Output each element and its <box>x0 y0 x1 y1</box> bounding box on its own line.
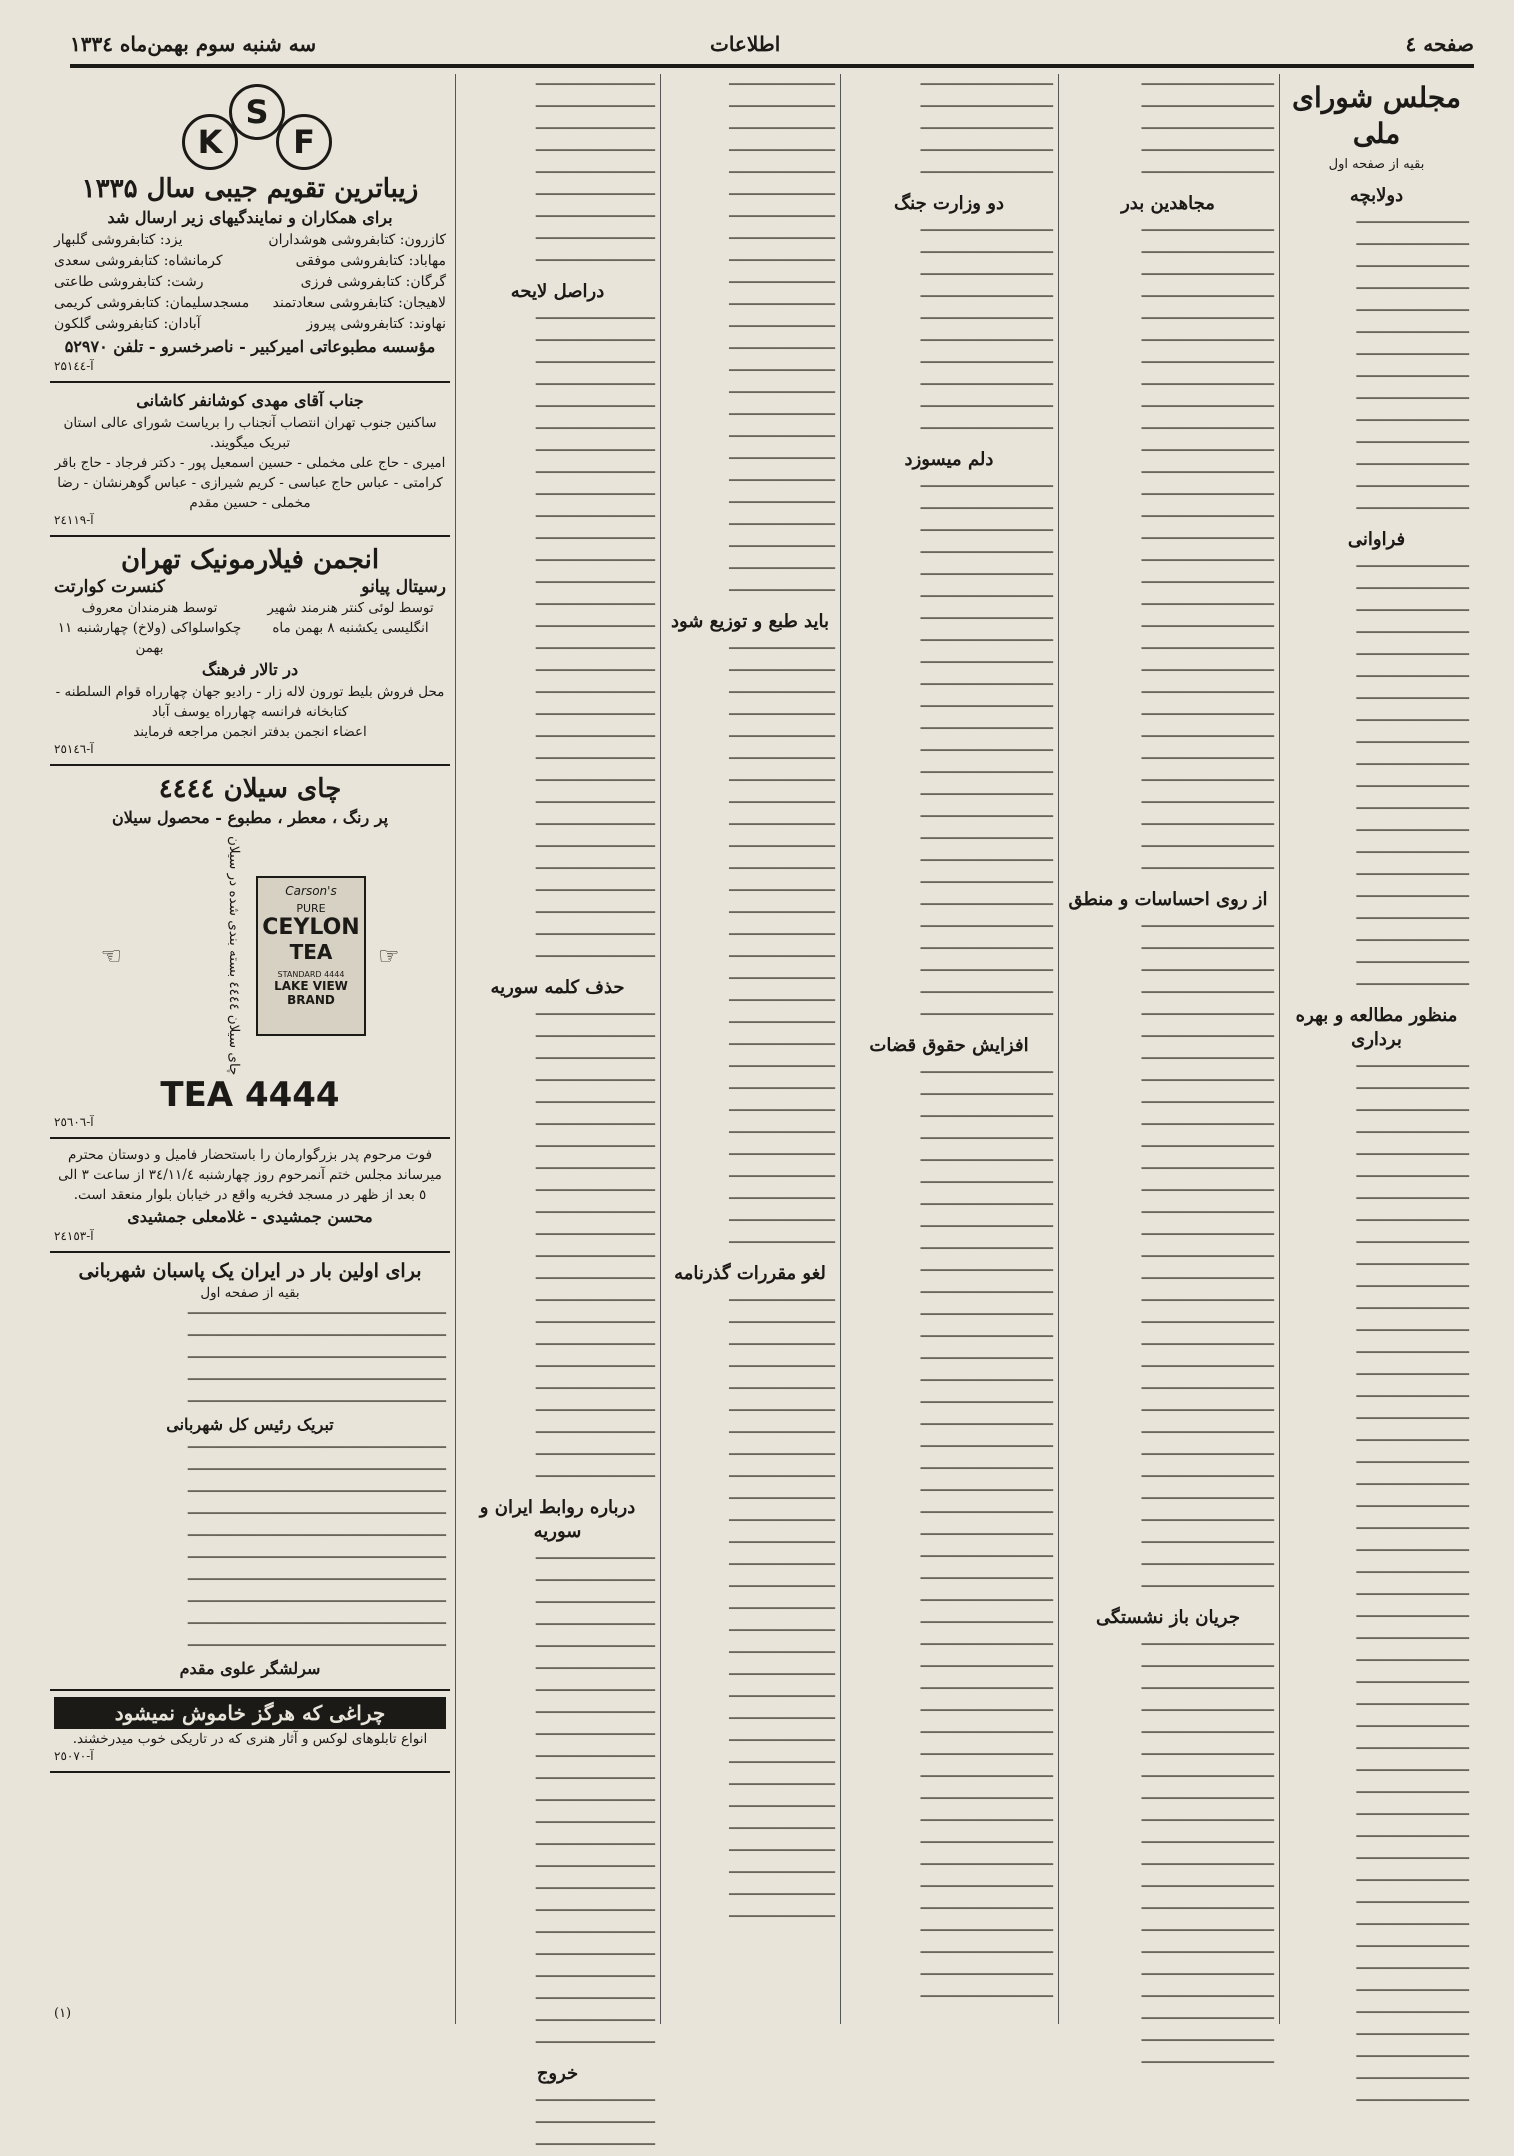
body-text-block: ━━━━━━━━━━━━━━━━━━━━━━━━━━━━━━━━━━━━━━━ ━━━━━━━━━━━━━━━━━━━━━━━━━━━━━━━━━━━━━━━ ━━━━━━━━━━━━━━━━━━━━━━━━━━━━━━━━━━━━━━━ ━━━━━━━━━━━━━━━━━━━━━━━━━━━━━━━━━━━━━━━ ━━━━━━━━━━━━━━━━━━━━━━━━━━━━━━━━━━━━━━━ ━━━━━━━━━━━━━━━━━━━━━━━━━━━━━━━━━━━━━━━ ━━━━━━━━━━━━━━━━━━━━━━━━━━━━━━━━━━━━━━━ ━━━━━━━━━━━━━━━━━━━━━━━━━━━━━━━━━━━━━━━ ━━━━━━━━━━━━━━━━━━━━━━━━━━━━━━━━━━━━━━━ ━━━━━━━━━━━━━━━━━━━━━━━━━━━━━━━━━━━━━━━ <box>187 1441 446 1653</box>
concert-details: توسط هنرمندان معروف چکواسلواکی (ولاخ) چهارشنبه ۱۱ بهمن <box>57 600 242 656</box>
article-column <box>460 74 655 2151</box>
members-note: اعضاء انجمن بدفتر انجمن مراجعه فرمایند <box>133 724 367 740</box>
body-text-block: ━━━━━━━━━━━━━━━━━━━━ ━━━━━━━━━━━━━━━━━━━━ ━━━━━━━━━━━━━━━━━━━━ ━━━━━━━━━━━━━━━━━━━━ ━━━━━━━━━━━━━━━━━━━━ <box>1141 78 1274 179</box>
section-subhead: منظور مطالعه و بهره برداری <box>1295 1005 1458 1050</box>
police-article-title: برای اولین بار در ایران یک پاسبان شهربانی <box>78 1260 422 1283</box>
body-text-block: ━━━━━━━━━━━━━━━━━━━━ ━━━━━━━━━━━━━━━━━━━━ ━━━━━━━━━━━━━━━━━━━━ ━━━━━━━━━━━━━━━━━━━━ ━━━━━━━━━━━━━━━━━━━━ ━━━━━━━━━━━━━━━━━━━━ ━━━━━━━━━━━━━━━━━━━━ ━━━━━━━━━━━━━━━━━━━━ ━━━━━━━━━━━━━━━━━━━━ ━━━━━━━━━━━━━━━━━━━━ ━━━━━━━━━━━━━━━━━━━━ ━━━━━━━━━━━━━━━━━━━━ ━━━━━━━━━━━━━━━━━━━━ ━━━━━━━━━━━━━━━━━━━━ ━━━━━━━━━━━━━━━━━━━━ ━━━━━━━━━━━━━━━━━━━━ ━━━━━━━━━━━━━━━━━━━━ ━━━━━━━━━━━━━━━━━━━━ ━━━━━━━━━━━━━━━━━━━━ ━━━━━━━━━━━━━━━━━━━━ ━━━━━━━━━━━━━━━━━━━━ ━━━━━━━━━━━━━━━━━━━━ ━━━━━━━━━━━━━━━━━━━━ ━━━━━━━━━━━━━━━━━━━━ ━━━━━━━━━━━━━━━━━━━━ ━━━━━━━━━━━━━━━━━━━━ ━━━━━━━━━━━━━━━━━━━━ ━━━━━━━━━━━━━━━━━━━━ ━━━━━━━━━━━━━━━━━━━━ ━━━━━━━━━━━━━━━━━━━━ <box>1141 224 1274 875</box>
agent-line: گرگان: کتابفروشی فرزی <box>300 274 446 290</box>
section-subhead: افزایش حقوق قضات <box>869 1035 1029 1056</box>
agent-line: مسجدسلیمان: کتابفروشی کریمی <box>54 295 250 311</box>
police-article-kicker: بقیه از صفحه اول <box>200 1285 300 1302</box>
column-divider <box>660 74 661 2024</box>
recital-details: توسط لوئی کنتر هنرمند شهیر انگلیسی یکشنبه ۸ بهمن ماه <box>267 600 434 636</box>
calendar-ad-footer: مؤسسه مطبوعاتی امیرکبیر - ناصرخسرو - تلفن ۵۲۹۷۰ <box>64 337 436 356</box>
pointing-hand-icon: ☜ <box>100 941 122 970</box>
section-subhead: حذف کلمه سوریه <box>490 977 625 998</box>
venue: در تالار فرهنگ <box>201 660 299 679</box>
section-subhead: درباره روابط ایران و سوریه <box>479 1497 636 1542</box>
section-subhead: دراصل لایحه <box>510 281 605 302</box>
issue-date: سه شنبه سوم بهمن‌ماه ۱۳۳٤ <box>70 32 317 56</box>
funeral-notice <box>50 1139 450 1253</box>
tea-big-number: TEA 4444 <box>160 1075 340 1116</box>
agent-line: آبادان: کتابفروشی گلکون <box>54 316 201 332</box>
tea-ad-title: چای سیلان ٤٤٤٤ <box>158 774 342 804</box>
tin-standard: STANDARD 4444 <box>277 969 345 979</box>
tin-ceylon: CEYLON <box>262 914 360 940</box>
article-column <box>845 74 1053 2024</box>
section-subhead: از روی احساسات و منطق <box>1068 889 1268 910</box>
lamp-ad-title: چراغی که هرگز خاموش نمیشود <box>54 1697 446 1729</box>
agent-line: نهاوند: کتابفروشی پیروز <box>306 316 446 332</box>
agent-line: یزد: کتابفروشی گلبهار <box>54 232 183 248</box>
section-subhead: فراوانی <box>1347 529 1406 550</box>
body-text-block: ━━━━━━━━━━━━━━━━━━━━ ━━━━━━━━━━━━━━━━━━━━ ━━━━━━━━━━━━━━━━━━━━ ━━━━━━━━━━━━━━━━━━━━ ━━━━━━━━━━━━━━━━━━━━ ━━━━━━━━━━━━━━━━━━━━ ━━━━━━━━━━━━━━━━━━━━ ━━━━━━━━━━━━━━━━━━━━ ━━━━━━━━━━━━━━━━━━━━ ━━━━━━━━━━━━━━━━━━━━ ━━━━━━━━━━━━━━━━━━━━ ━━━━━━━━━━━━━━━━━━━━ ━━━━━━━━━━━━━━━━━━━━ ━━━━━━━━━━━━━━━━━━━━ ━━━━━━━━━━━━━━━━━━━━ ━━━━━━━━━━━━━━━━━━━━ ━━━━━━━━━━━━━━━━━━━━ ━━━━━━━━━━━━━━━━━━━━ ━━━━━━━━━━━━━━━━━━━━ ━━━━━━━━━━━━━━━━━━━━ ━━━━━━━━━━━━━━━━━━━━ ━━━━━━━━━━━━━━━━━━━━ ━━━━━━━━━━━━━━━━━━━━ ━━━━━━━━━━━━━━━━━━━━ ━━━━━━━━━━━━━━━━━━━━ ━━━━━━━━━━━━━━━━━━━━ ━━━━━━━━━━━━━━━━━━━━ ━━━━━━━━━━━━━━━━━━━━ ━━━━━━━━━━━━━━━━━━━━ ━━━━━━━━━━━━━━━━━━━━ ━━━━━━━━━━━━━━━━━━━━ ━━━━━━━━━━━━━━━━━━━━ ━━━━━━━━━━━━━━━━━━━━ ━━━━━━━━━━━━━━━━━━━━ ━━━━━━━━━━━━━━━━━━━━ ━━━━━━━━━━━━━━━━━━━━ ━━━━━━━━━━━━━━━━━━━━ ━━━━━━━━━━━━━━━━━━━━ ━━━━━━━━━━━━━━━━━━━━ ━━━━━━━━━━━━━━━━━━━━ ━━━━━━━━━━━━━━━━━━━━ ━━━━━━━━━━━━━━━━━━━━ ━━━━━━━━━━━━━━━━━━━━ <box>920 1066 1053 2003</box>
body-text-block: ━━━━━━━━━━━━━━━━━ ━━━━━━━━━━━━━━━━━ ━━━━━━━━━━━━━━━━━ ━━━━━━━━━━━━━━━━━ ━━━━━━━━━━━━━━━━━ ━━━━━━━━━━━━━━━━━ ━━━━━━━━━━━━━━━━━ ━━━━━━━━━━━━━━━━━ ━━━━━━━━━━━━━━━━━ ━━━━━━━━━━━━━━━━━ ━━━━━━━━━━━━━━━━━ ━━━━━━━━━━━━━━━━━ ━━━━━━━━━━━━━━━━━ ━━━━━━━━━━━━━━━━━ ━━━━━━━━━━━━━━━━━ ━━━━━━━━━━━━━━━━━ ━━━━━━━━━━━━━━━━━ ━━━━━━━━━━━━━━━━━ ━━━━━━━━━━━━━━━━━ ━━━━━━━━━━━━━━━━━ <box>1356 560 1469 991</box>
agent-line: کرمانشاه: کتابفروشی سعدی <box>54 253 223 269</box>
paper-name: اطلاعات <box>710 32 781 56</box>
notice-body: ساکنین جنوب تهران انتصاب آنجناب را بریاست شورای عالی استان تبریک میگویند. <box>63 415 437 451</box>
section-subhead: دلم میسوزد <box>904 449 994 470</box>
ad-code: آ-۲٤۱۱۹ <box>54 513 94 527</box>
section-subhead: باید طبع و توزیع شود <box>670 611 830 632</box>
police-article-author: سرلشگر علوی مقدم <box>179 1659 321 1679</box>
body-text-block: ━━━━━━━━━━━━━━━━━ ━━━━━━━━━━━━━━━━━ ━━━━━━━━━━━━━━━━━ ━━━━━━━━━━━━━━━━━ ━━━━━━━━━━━━━━━━━ ━━━━━━━━━━━━━━━━━ ━━━━━━━━━━━━━━━━━ ━━━━━━━━━━━━━━━━━ ━━━━━━━━━━━━━━━━━ ━━━━━━━━━━━━━━━━━ ━━━━━━━━━━━━━━━━━ ━━━━━━━━━━━━━━━━━ ━━━━━━━━━━━━━━━━━ ━━━━━━━━━━━━━━━━━ <box>1356 216 1469 515</box>
pointing-hand-icon: ☞ <box>378 941 400 970</box>
tin-brand: Carson's <box>285 883 337 898</box>
recital-heading: رسیتال پیانو <box>361 577 446 597</box>
ad-code: آ-۲٤۱٥۳ <box>54 1229 94 1244</box>
calendar-ad-subtitle: برای همکاران و نمایندگیهای زیر ارسال شد <box>107 208 393 227</box>
column-divider <box>455 74 456 2024</box>
article-headline: مجلس شورای ملی <box>1292 81 1461 150</box>
body-text-block: ━━━━━━━━━━━━━━━━ ━━━━━━━━━━━━━━━━ ━━━━━━━━━━━━━━━━ ━━━━━━━━━━━━━━━━ ━━━━━━━━━━━━━━━━ ━━━━━━━━━━━━━━━━ ━━━━━━━━━━━━━━━━ ━━━━━━━━━━━━━━━━ ━━━━━━━━━━━━━━━━ ━━━━━━━━━━━━━━━━ ━━━━━━━━━━━━━━━━ ━━━━━━━━━━━━━━━━ ━━━━━━━━━━━━━━━━ ━━━━━━━━━━━━━━━━ ━━━━━━━━━━━━━━━━ ━━━━━━━━━━━━━━━━ ━━━━━━━━━━━━━━━━ ━━━━━━━━━━━━━━━━ ━━━━━━━━━━━━━━━━ ━━━━━━━━━━━━━━━━ ━━━━━━━━━━━━━━━━ ━━━━━━━━━━━━━━━━ ━━━━━━━━━━━━━━━━ ━━━━━━━━━━━━━━━━ <box>729 78 835 597</box>
ksf-logo <box>54 80 446 172</box>
ad-code: آ-۲٥٠٧٠ <box>54 1749 94 1764</box>
column-divider <box>1279 74 1280 2024</box>
page-number: صفحه ٤ <box>1405 32 1474 56</box>
body-text-block: ━━━━━━━━━━━━━━━━━━━━ ━━━━━━━━━━━━━━━━━━━━ ━━━━━━━━━━━━━━━━━━━━ ━━━━━━━━━━━━━━━━━━━━ ━━━━━━━━━━━━━━━━━━━━ ━━━━━━━━━━━━━━━━━━━━ ━━━━━━━━━━━━━━━━━━━━ ━━━━━━━━━━━━━━━━━━━━ ━━━━━━━━━━━━━━━━━━━━ ━━━━━━━━━━━━━━━━━━━━ ━━━━━━━━━━━━━━━━━━━━ ━━━━━━━━━━━━━━━━━━━━ ━━━━━━━━━━━━━━━━━━━━ ━━━━━━━━━━━━━━━━━━━━ ━━━━━━━━━━━━━━━━━━━━ ━━━━━━━━━━━━━━━━━━━━ ━━━━━━━━━━━━━━━━━━━━ ━━━━━━━━━━━━━━━━━━━━ ━━━━━━━━━━━━━━━━━━━━ ━━━━━━━━━━━━━━━━━━━━ <box>1141 1638 1274 2069</box>
body-text-block: ━━━━━━━━━━━━━━━━━ ━━━━━━━━━━━━━━━━━ ━━━━━━━━━━━━━━━━━ ━━━━━━━━━━━━━━━━━ ━━━━━━━━━━━━━━━━━ ━━━━━━━━━━━━━━━━━ ━━━━━━━━━━━━━━━━━ ━━━━━━━━━━━━━━━━━ ━━━━━━━━━━━━━━━━━ ━━━━━━━━━━━━━━━━━ ━━━━━━━━━━━━━━━━━ ━━━━━━━━━━━━━━━━━ ━━━━━━━━━━━━━━━━━ ━━━━━━━━━━━━━━━━━ ━━━━━━━━━━━━━━━━━ ━━━━━━━━━━━━━━━━━ ━━━━━━━━━━━━━━━━━ ━━━━━━━━━━━━━━━━━ ━━━━━━━━━━━━━━━━━ ━━━━━━━━━━━━━━━━━ ━━━━━━━━━━━━━━━━━ ━━━━━━━━━━━━━━━━━ ━━━━━━━━━━━━━━━━━ ━━━━━━━━━━━━━━━━━ ━━━━━━━━━━━━━━━━━ ━━━━━━━━━━━━━━━━━ ━━━━━━━━━━━━━━━━━ ━━━━━━━━━━━━━━━━━ ━━━━━━━━━━━━━━━━━ ━━━━━━━━━━━━━━━━━ ━━━━━━━━━━━━━━━━━ ━━━━━━━━━━━━━━━━━ ━━━━━━━━━━━━━━━━━ ━━━━━━━━━━━━━━━━━ ━━━━━━━━━━━━━━━━━ ━━━━━━━━━━━━━━━━━ ━━━━━━━━━━━━━━━━━ ━━━━━━━━━━━━━━━━━ ━━━━━━━━━━━━━━━━━ ━━━━━━━━━━━━━━━━━ ━━━━━━━━━━━━━━━━━ ━━━━━━━━━━━━━━━━━ ━━━━━━━━━━━━━━━━━ ━━━━━━━━━━━━━━━━━ ━━━━━━━━━━━━━━━━━ ━━━━━━━━━━━━━━━━━ ━━━━━━━━━━━━━━━━━ ━━━━━━━━━━━━━━━━━ <box>1356 1060 1469 2107</box>
lamp-ad <box>50 1691 450 1773</box>
agent-line: کازرون: کتابفروشی هوشداران <box>268 232 446 248</box>
tin-lake-view: LAKE VIEW BRAND <box>274 978 348 1007</box>
police-article-subhead: تبریک رئیس کل شهربانی <box>166 1415 334 1435</box>
police-article <box>50 1253 450 1691</box>
tea-ad-slogan: پر رنگ ، معطر ، مطبوع - محصول سیلان <box>111 808 389 827</box>
masthead <box>70 30 1474 64</box>
logo-letter-s: S <box>229 84 285 140</box>
article-column <box>1284 74 1469 2107</box>
tin-tea: TEA <box>289 939 333 964</box>
congratulation-notice <box>50 383 450 537</box>
calendar-ad-title: زیباترین تقویم جیبی سال ۱۳۳۵ <box>81 174 419 204</box>
philharmonic-ad <box>50 537 450 766</box>
body-text-block: ━━━━━━━━━━━━━━━━━━━━ ━━━━━━━━━━━━━━━━━━━━ ━━━━━━━━━━━━━━━━━━━━ ━━━━━━━━━━━━━━━━━━━━ ━━━━━━━━━━━━━━━━━━━━ ━━━━━━━━━━━━━━━━━━━━ ━━━━━━━━━━━━━━━━━━━━ ━━━━━━━━━━━━━━━━━━━━ ━━━━━━━━━━━━━━━━━━━━ ━━━━━━━━━━━━━━━━━━━━ ━━━━━━━━━━━━━━━━━━━━ ━━━━━━━━━━━━━━━━━━━━ ━━━━━━━━━━━━━━━━━━━━ ━━━━━━━━━━━━━━━━━━━━ ━━━━━━━━━━━━━━━━━━━━ ━━━━━━━━━━━━━━━━━━━━ ━━━━━━━━━━━━━━━━━━━━ ━━━━━━━━━━━━━━━━━━━━ ━━━━━━━━━━━━━━━━━━━━ ━━━━━━━━━━━━━━━━━━━━ ━━━━━━━━━━━━━━━━━━━━ ━━━━━━━━━━━━━━━━━━━━ ━━━━━━━━━━━━━━━━━━━━ ━━━━━━━━━━━━━━━━━━━━ ━━━━━━━━━━━━━━━━━━━━ ━━━━━━━━━━━━━━━━━━━━ ━━━━━━━━━━━━━━━━━━━━ ━━━━━━━━━━━━━━━━━━━━ ━━━━━━━━━━━━━━━━━━━━ ━━━━━━━━━━━━━━━━━━━━ ━━━━━━━━━━━━━━━━━━━━ <box>1141 920 1274 1593</box>
body-text-block: ━━━━━━━━━━━━━━━━━━━━ ━━━━━━━━━━━━━━━━━━━━ ━━━━━━━━━━━━━━━━━━━━ ━━━━━━━━━━━━━━━━━━━━ ━━━━━━━━━━━━━━━━━━━━ ━━━━━━━━━━━━━━━━━━━━ ━━━━━━━━━━━━━━━━━━━━ ━━━━━━━━━━━━━━━━━━━━ ━━━━━━━━━━━━━━━━━━━━ ━━━━━━━━━━━━━━━━━━━━ <box>920 224 1053 435</box>
section-subhead: دو وزارت جنگ <box>894 193 1004 214</box>
section-subhead: دولابچه <box>1349 185 1404 206</box>
column-divider <box>1058 74 1059 2024</box>
philharmonic-title: انجمن فیلارمونیک تهران <box>120 545 380 575</box>
section-subhead: جریان باز نشستگی <box>1096 1607 1240 1628</box>
advertisement-panel <box>50 74 450 2024</box>
page-footer-mark: (۱) <box>54 2006 72 2021</box>
body-text-block: ━━━━━━━━━━━━━━━━━━ ━━━━━━━━━━━━━━━━━━ ━━━━━━━━━━━━━━━━━━ ━━━━━━━━━━━━━━━━━━ ━━━━━━━━━━━━━━━━━━ ━━━━━━━━━━━━━━━━━━ ━━━━━━━━━━━━━━━━━━ ━━━━━━━━━━━━━━━━━━ ━━━━━━━━━━━━━━━━━━ ━━━━━━━━━━━━━━━━━━ ━━━━━━━━━━━━━━━━━━ ━━━━━━━━━━━━━━━━━━ ━━━━━━━━━━━━━━━━━━ ━━━━━━━━━━━━━━━━━━ ━━━━━━━━━━━━━━━━━━ ━━━━━━━━━━━━━━━━━━ ━━━━━━━━━━━━━━━━━━ ━━━━━━━━━━━━━━━━━━ ━━━━━━━━━━━━━━━━━━ ━━━━━━━━━━━━━━━━━━ ━━━━━━━━━━━━━━━━━━ ━━━━━━━━━━━━━━━━━━ <box>535 1008 655 1483</box>
logo-letter-k: K <box>182 114 238 170</box>
agent-line: مهاباد: کتابفروشی موفقی <box>295 253 446 269</box>
column-divider <box>840 74 841 2024</box>
ceylon-tea-ad <box>50 766 450 1139</box>
body-text-block: ━━━━━━━━━━━━━━━━━━ ━━━━━━━━━━━━━━━━━━ ━━━━━━━━━━━━━━━━━━ ━━━━━━━━━━━━━━━━━━ ━━━━━━━━━━━━━━━━━━ ━━━━━━━━━━━━━━━━━━ ━━━━━━━━━━━━━━━━━━ ━━━━━━━━━━━━━━━━━━ ━━━━━━━━━━━━━━━━━━ <box>535 78 655 267</box>
body-text-block: ━━━━━━━━━━━━━━━━━━ ━━━━━━━━━━━━━━━━━━ ━━━━━━━━━━━━━━━━━━ <box>535 2094 655 2151</box>
article-column <box>1062 74 1274 2069</box>
body-text-block: ━━━━━━━━━━━━━━━━ ━━━━━━━━━━━━━━━━ ━━━━━━━━━━━━━━━━ ━━━━━━━━━━━━━━━━ ━━━━━━━━━━━━━━━━ ━━━━━━━━━━━━━━━━ ━━━━━━━━━━━━━━━━ ━━━━━━━━━━━━━━━━ ━━━━━━━━━━━━━━━━ ━━━━━━━━━━━━━━━━ ━━━━━━━━━━━━━━━━ ━━━━━━━━━━━━━━━━ ━━━━━━━━━━━━━━━━ ━━━━━━━━━━━━━━━━ ━━━━━━━━━━━━━━━━ ━━━━━━━━━━━━━━━━ ━━━━━━━━━━━━━━━━ ━━━━━━━━━━━━━━━━ ━━━━━━━━━━━━━━━━ ━━━━━━━━━━━━━━━━ ━━━━━━━━━━━━━━━━ ━━━━━━━━━━━━━━━━ ━━━━━━━━━━━━━━━━ ━━━━━━━━━━━━━━━━ ━━━━━━━━━━━━━━━━ ━━━━━━━━━━━━━━━━ ━━━━━━━━━━━━━━━━ ━━━━━━━━━━━━━━━━ ━━━━━━━━━━━━━━━━ <box>729 1294 835 1923</box>
calendar-ad <box>50 74 450 383</box>
funeral-body: فوت مرحوم پدر بزرگوارمان را باستحضار فامیل و دوستان محترم میرساند مجلس ختم آنمرحوم روز چهارشنبه ۳٤/۱۱/٤ از ساعت ۳ الی ٥ بعد از ظهر در مسجد فخریه واقع در خیابان بلوار منعقد است. <box>58 1147 442 1204</box>
ticket-outlets: محل فروش بلیط تورون لاله زار - رادیو جهان چهارراه قوام السلطنه - کتابخانه فرانسه چهارراه یوسف آباد <box>55 684 445 720</box>
tea-side-text: چای سیلان ٤٤٤٤ بسته بندی شده در سیلان <box>226 836 242 1076</box>
ad-code: آ-۲٥۱٤٦ <box>54 742 94 756</box>
funeral-signers: محسن جمشیدی - غلامعلی جمشیدی <box>127 1207 373 1227</box>
tea-tin-image <box>256 876 366 1036</box>
section-subhead: مجاهدین بدر <box>1121 193 1215 214</box>
agent-line: رشت: کتابفروشی طاعتی <box>54 274 204 290</box>
agent-line: لاهیجان: کتابفروشی سعادتمند <box>272 295 446 311</box>
ad-code: آ-۲٥٦٠٦ <box>54 1115 94 1130</box>
body-text-block: ━━━━━━━━━━━━━━━━━━ ━━━━━━━━━━━━━━━━━━ ━━━━━━━━━━━━━━━━━━ ━━━━━━━━━━━━━━━━━━ ━━━━━━━━━━━━━━━━━━ ━━━━━━━━━━━━━━━━━━ ━━━━━━━━━━━━━━━━━━ ━━━━━━━━━━━━━━━━━━ ━━━━━━━━━━━━━━━━━━ ━━━━━━━━━━━━━━━━━━ ━━━━━━━━━━━━━━━━━━ ━━━━━━━━━━━━━━━━━━ ━━━━━━━━━━━━━━━━━━ ━━━━━━━━━━━━━━━━━━ ━━━━━━━━━━━━━━━━━━ ━━━━━━━━━━━━━━━━━━ ━━━━━━━━━━━━━━━━━━ ━━━━━━━━━━━━━━━━━━ ━━━━━━━━━━━━━━━━━━ ━━━━━━━━━━━━━━━━━━ ━━━━━━━━━━━━━━━━━━ ━━━━━━━━━━━━━━━━━━ ━━━━━━━━━━━━━━━━━━ ━━━━━━━━━━━━━━━━━━ ━━━━━━━━━━━━━━━━━━ ━━━━━━━━━━━━━━━━━━ ━━━━━━━━━━━━━━━━━━ ━━━━━━━━━━━━━━━━━━ ━━━━━━━━━━━━━━━━━━ ━━━━━━━━━━━━━━━━━━ <box>535 312 655 963</box>
notice-names: امیری - حاج علی مخملی - حسین اسمعیل پور - دکتر فرجاد - حاج باقر کرامتی - عباس حاج عباسی - کریم شیرازی - عباس گوهرنشان - رضا مخملی - حسین مقدم <box>54 455 446 511</box>
section-subhead: خروج <box>536 2063 579 2084</box>
ad-code: آ-۲۵۱٤٤ <box>54 359 94 373</box>
body-text-block: ━━━━━━━━━━━━━━━━━━━━━━━━━━━━━━━━━━━━━━━ ━━━━━━━━━━━━━━━━━━━━━━━━━━━━━━━━━━━━━━━ ━━━━━━━━━━━━━━━━━━━━━━━━━━━━━━━━━━━━━━━ ━━━━━━━━━━━━━━━━━━━━━━━━━━━━━━━━━━━━━━━ ━━━━━━━━━━━━━━━━━━━━━━━━━━━━━━━━━━━━━━━ <box>187 1307 446 1409</box>
article-kicker: بقیه از صفحه اول <box>1328 157 1425 172</box>
body-text-block: ━━━━━━━━━━━━━━━━━━━━ ━━━━━━━━━━━━━━━━━━━━ ━━━━━━━━━━━━━━━━━━━━ ━━━━━━━━━━━━━━━━━━━━ ━━━━━━━━━━━━━━━━━━━━ <box>920 78 1053 179</box>
body-text-block: ━━━━━━━━━━━━━━━━ ━━━━━━━━━━━━━━━━ ━━━━━━━━━━━━━━━━ ━━━━━━━━━━━━━━━━ ━━━━━━━━━━━━━━━━ ━━━━━━━━━━━━━━━━ ━━━━━━━━━━━━━━━━ ━━━━━━━━━━━━━━━━ ━━━━━━━━━━━━━━━━ ━━━━━━━━━━━━━━━━ ━━━━━━━━━━━━━━━━ ━━━━━━━━━━━━━━━━ ━━━━━━━━━━━━━━━━ ━━━━━━━━━━━━━━━━ ━━━━━━━━━━━━━━━━ ━━━━━━━━━━━━━━━━ ━━━━━━━━━━━━━━━━ ━━━━━━━━━━━━━━━━ ━━━━━━━━━━━━━━━━ ━━━━━━━━━━━━━━━━ ━━━━━━━━━━━━━━━━ ━━━━━━━━━━━━━━━━ ━━━━━━━━━━━━━━━━ ━━━━━━━━━━━━━━━━ ━━━━━━━━━━━━━━━━ ━━━━━━━━━━━━━━━━ ━━━━━━━━━━━━━━━━ ━━━━━━━━━━━━━━━━ <box>729 642 835 1249</box>
logo-letter-f: F <box>276 114 332 170</box>
body-text-block: ━━━━━━━━━━━━━━━━━━ ━━━━━━━━━━━━━━━━━━ ━━━━━━━━━━━━━━━━━━ ━━━━━━━━━━━━━━━━━━ ━━━━━━━━━━━━━━━━━━ ━━━━━━━━━━━━━━━━━━ ━━━━━━━━━━━━━━━━━━ ━━━━━━━━━━━━━━━━━━ ━━━━━━━━━━━━━━━━━━ ━━━━━━━━━━━━━━━━━━ ━━━━━━━━━━━━━━━━━━ ━━━━━━━━━━━━━━━━━━ ━━━━━━━━━━━━━━━━━━ ━━━━━━━━━━━━━━━━━━ ━━━━━━━━━━━━━━━━━━ ━━━━━━━━━━━━━━━━━━ ━━━━━━━━━━━━━━━━━━ ━━━━━━━━━━━━━━━━━━ ━━━━━━━━━━━━━━━━━━ ━━━━━━━━━━━━━━━━━━ ━━━━━━━━━━━━━━━━━━ ━━━━━━━━━━━━━━━━━━ ━━━━━━━━━━━━━━━━━━ <box>535 1552 655 2049</box>
body-text-block: ━━━━━━━━━━━━━━━━━━━━ ━━━━━━━━━━━━━━━━━━━━ ━━━━━━━━━━━━━━━━━━━━ ━━━━━━━━━━━━━━━━━━━━ ━━━━━━━━━━━━━━━━━━━━ ━━━━━━━━━━━━━━━━━━━━ ━━━━━━━━━━━━━━━━━━━━ ━━━━━━━━━━━━━━━━━━━━ ━━━━━━━━━━━━━━━━━━━━ ━━━━━━━━━━━━━━━━━━━━ ━━━━━━━━━━━━━━━━━━━━ ━━━━━━━━━━━━━━━━━━━━ ━━━━━━━━━━━━━━━━━━━━ ━━━━━━━━━━━━━━━━━━━━ ━━━━━━━━━━━━━━━━━━━━ ━━━━━━━━━━━━━━━━━━━━ ━━━━━━━━━━━━━━━━━━━━ ━━━━━━━━━━━━━━━━━━━━ ━━━━━━━━━━━━━━━━━━━━ ━━━━━━━━━━━━━━━━━━━━ ━━━━━━━━━━━━━━━━━━━━ ━━━━━━━━━━━━━━━━━━━━ ━━━━━━━━━━━━━━━━━━━━ ━━━━━━━━━━━━━━━━━━━━ ━━━━━━━━━━━━━━━━━━━━ <box>920 480 1053 1021</box>
article-column <box>665 74 835 2024</box>
masthead-rule <box>70 64 1474 68</box>
tin-pure: PURE <box>296 901 326 915</box>
notice-title: جناب آقای مهدی کوشانفر کاشانی <box>136 391 364 410</box>
concert-heading: کنسرت کوارتت <box>54 577 165 597</box>
section-subhead: لغو مقررات گذرنامه <box>674 1263 826 1284</box>
lamp-ad-body: انواع تابلوهای لوکس و آثار هنری که در تاریکی خوب میدرخشند. <box>72 1731 428 1748</box>
